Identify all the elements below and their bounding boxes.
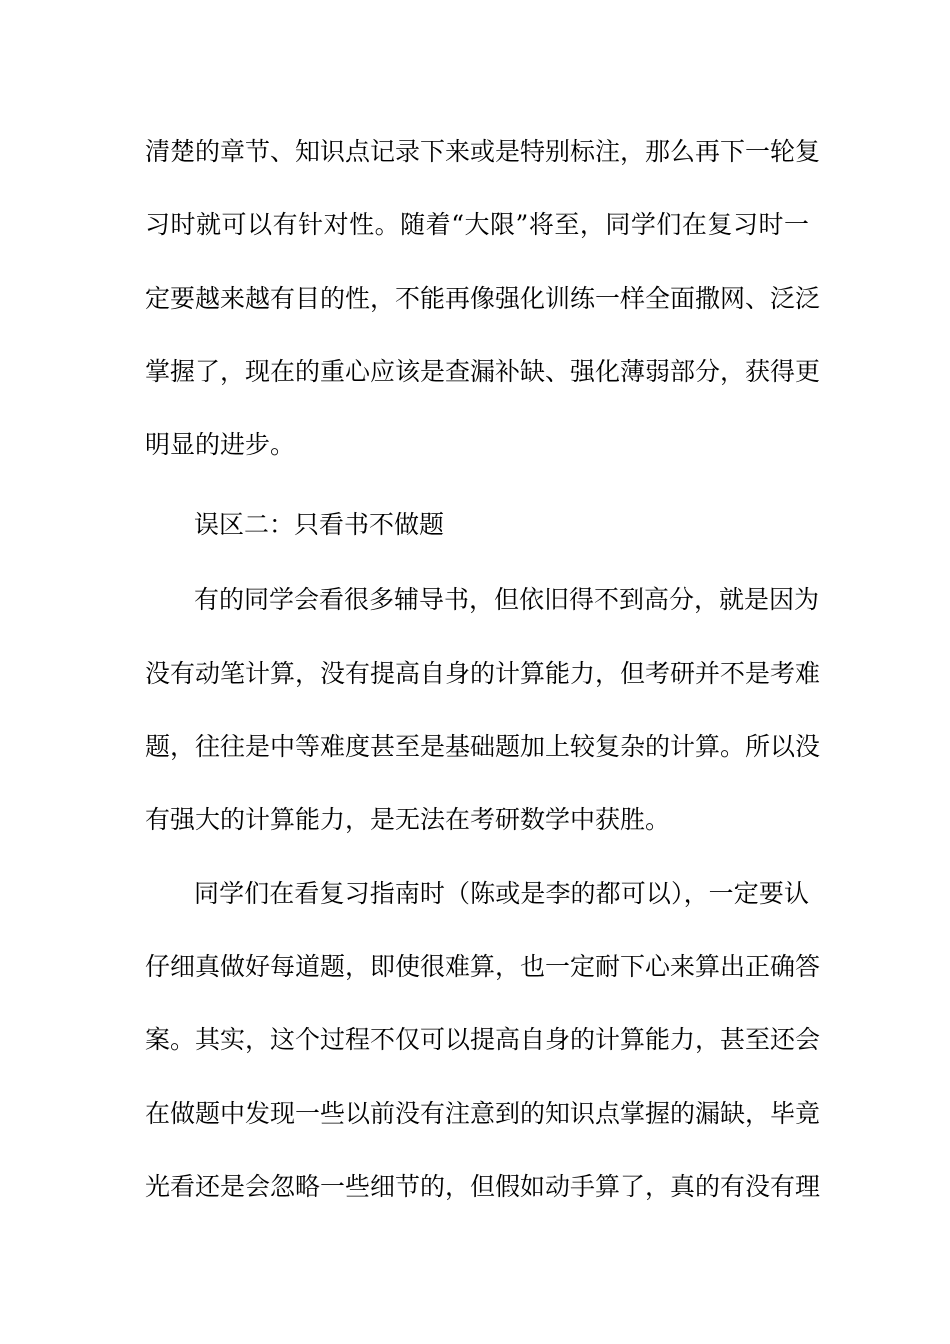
paragraph-2-line-4: 有强大的计算能力，是无法在考研数学中获胜。 bbox=[145, 805, 671, 834]
paragraph-3-line-1: 同学们在看复习指南时（陈或是李的都可以），一定要认 bbox=[194, 879, 809, 908]
section-heading: 误区二：只看书不做题 bbox=[194, 510, 445, 539]
paragraph-2-line-2: 没有动笔计算，没有提高自身的计算能力，但考研并不是考难 bbox=[145, 659, 821, 688]
paragraph-1-line-4: 掌握了，现在的重心应该是查漏补缺、强化薄弱部分，获得更 bbox=[145, 357, 821, 386]
paragraph-3-line-3: 案。其实，这个过程不仅可以提高自身的计算能力，甚至还会 bbox=[145, 1025, 821, 1054]
paragraph-3-line-4: 在做题中发现一些以前没有注意到的知识点掌握的漏缺，毕竟 bbox=[145, 1099, 821, 1128]
paragraph-3-line-2: 仔细真做好每道题，即使很难算，也一定耐下心来算出正确答 bbox=[145, 952, 821, 981]
paragraph-1-line-2: 习时就可以有针对性。随着“大限”将至，同学们在复习时一 bbox=[145, 210, 809, 239]
paragraph-1-line-5: 明显的进步。 bbox=[145, 430, 296, 459]
paragraph-1-line-3: 定要越来越有目的性，不能再像强化训练一样全面撒网、泛泛 bbox=[145, 284, 821, 313]
paragraph-2-line-1: 有的同学会看很多辅导书，但依旧得不到高分，就是因为 bbox=[194, 585, 820, 614]
paragraph-3-line-5: 光看还是会忽略一些细节的，但假如动手算了，真的有没有理 bbox=[145, 1172, 821, 1201]
paragraph-1-line-1: 清楚的章节、知识点记录下来或是特别标注，那么再下一轮复 bbox=[145, 137, 821, 166]
paragraph-2-line-3: 题，往往是中等难度甚至是基础题加上较复杂的计算。所以没 bbox=[145, 732, 821, 761]
